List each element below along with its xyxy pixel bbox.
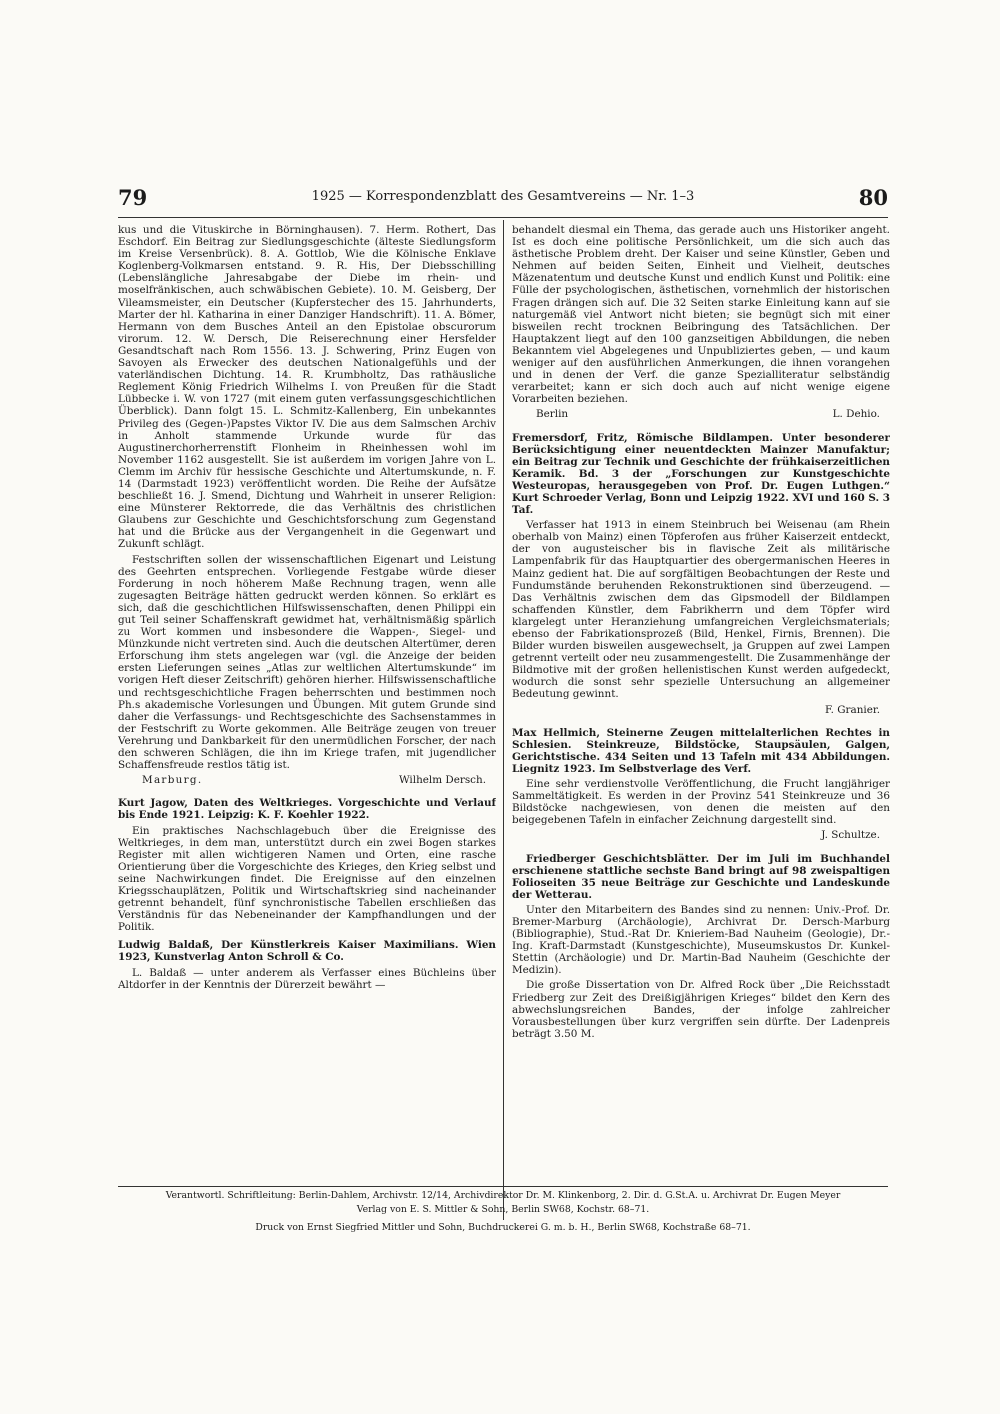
page-header xyxy=(118,185,888,215)
review-entry xyxy=(512,727,890,845)
paragraph: kus und die Vituskirche in Börninghausen). 7. Herm. Rothert, Das Eschdorf. Ein Beitrag zur Siedlungsgeschichte (älteste Siedlungsform im Kreise Versenbrück). 8. A. Gottlob, Wie die Kölnische Enklave Koglenberg-Volkmarsen entstand. 9. R. His, Der Diebsschilling (Lebenslängliche Jahresabgabe der Diebe im rhein- und moselfränkischen, auch schwäbischen Gebiete). 10. M. Geisberg, Der Vileamsmeister, ein Deutscher (Kupferstecher des 15. Jahrhunderts, Marter der hl. Katharina in einer Danziger Handschrift). 11. A. Bömer, Hermann von dem Busches Anteil an den Epistolae obscurorum virorum. 12. W. Dersch, Die Reiserechnung einer Hersfelder Gesandtschaft nach Rom 1556. 13. J. Schwering, Prinz Eugen von Savoyen als Erwecker des deutschen Nationalgefühls und der vaterländischen Dichtung. 14. R. Krumbholtz, Das rathäusliche Reglement König Friedrich Wilhelms I. von Preußen für die Stadt Lübbecke i. W. von 1727 (mit einem guten verfassungsgeschichtlichen Überblick). Dann folgt 15. L. Schmitz-Kallenberg, Ein unbekanntes Privileg des (Gegen-)Papstes Viktor IV. Die aus dem Salmschen Archiv in Anholt stammende Urkunde wurde für das Augustinerchorherrenstift Flonheim in Rheinhessen wohl im November 1162 ausgestellt. Sie ist außerdem im vorigen Jahre von L. Clemm im Archiv für hessische Geschichte und Altertumskunde, n. F. 14 (Darmstadt 1923) veröffentlicht worden. Die Reihe der Aufsätze beschließt 16. J. Smend, Dichtung und Wahrheit in unserer Religion: eine Münsterer Rektorrede, die das Verhältnis des christlichen Glaubens zur Geschichte und Geschichtsforschung zum Gegenstand hat und die Brücke aus der Vergangenheit in die Gegenwart und Zukunft schlägt. xyxy=(118,224,496,551)
signature-name: Wilhelm Dersch. xyxy=(398,774,486,787)
entry-heading: Fremersdorf, Fritz, Römische Bildlampen. Unter besonderer Berücksichtigung einer neuentdeckten Mainzer Manufaktur; ein Beitrag zur Technik und Geschichte der frühkaiserzeitlichen Keramik. Bd. 3 der „Forschungen zur Kunstgeschichte Westeuropas, herausgegeben von Prof. Dr. Eugen Luthgen.“ Kurt Schroeder Verlag, Bonn und Leipzig 1922. XVI und 160 S. 3 Taf. xyxy=(512,431,890,517)
review-entry xyxy=(118,797,496,933)
paragraph: behandelt diesmal ein Thema, das gerade auch uns Historiker angeht. Ist es doch eine politische Persönlichkeit, um die sich auch das ästhetische Problem dreht. Der Kaiser und seine Künstler, Geben und Nehmen auf beiden Seiten, Einheit und Vielheit, deutsches Mäzenatentum und deutsche Kunst und endlich Kunst und Politik: eine Fülle der psychologischen, ästhetischen, vornehmlich der historischen Fragen drängen sich auf. Die 32 Seiten starke Einleitung kann auf sie naturgemäß viel Antwort nicht bieten; sie begnügt sich mit einer bisweilen recht trocknen Beibringung des Tatsächlichen. Der Hauptakzent liegt auf den 100 ganzseitigen Abbildungen, die neben Bekanntem viel Abgelegenes und Unpubliziertes geben, — und kaum weniger auf den ausführlichen Anmerkungen, die ihnen vorangehen und in denen der Verf. die ganze Spezialliteratur selbständig verarbeitet; kann er sich doch auch auf nicht wenige eigene Vorarbeiten beziehen. xyxy=(512,224,890,406)
review-entry xyxy=(512,853,890,1040)
page-number-left: 79 xyxy=(118,185,148,210)
paragraph: Unter den Mitarbeitern des Bandes sind zu nennen: Univ.-Prof. Dr. Bremer-Marburg (Archäologie), Archivrat Dr. Dersch-Marburg (Bibliographie), Stud.-Rat Dr. Knieriem-Bad Nauheim (Geologie), Dr.-Ing. Kraft-Darmstadt (Kunstgeschichte), Museumskustos Dr. Kunkel-Stettin (Archäologie) und Dr. Martin-Bad Nauheim (Geschichte der Medizin). xyxy=(512,903,890,977)
signature-place: Berlin xyxy=(536,408,569,421)
signature-name: J. Schultze. xyxy=(821,829,880,842)
paragraph: Verfasser hat 1913 in einem Steinbruch bei Weisenau (am Rhein oberhalb von Mainz) einen Töpferofen aus früher Kaiserzeit entdeckt, der von augusteischer bis in flavische Zeit als militärische Lampenfabrik für das Hauptquartier des obergermanischen Heeres in Mainz gedient hat. Die auf sorgfältigen Beobachtungen der Reste und Fundumstände beruhenden Rekonstruktionen sind überzeugend. — Das Verhältnis zwischen dem das Gipsmodell der Bildlampen schaffenden Künstler, dem Fabrikherrn und dem Töpfer wird klargelegt unter Heranziehung umfangreichen Vergleichsmaterials; ebenso der Fabrikationsprozeß (Bild, Henkel, Firnis, Brennen). Die Bilder wurden bisweilen ausgewechselt, ja Gruppen auf zwei Lampen getrennt verteilt oder neu zusammengestellt. Die Zusammenhänge der Bildmotive mit der großen hellenistischen Kunst werden aufgedeckt, wodurch die sonst sehr spezielle Untersuchung an allgemeiner Bedeutung gewinnt. xyxy=(512,519,890,701)
imprint-publisher: Verlag von E. S. Mittler & Sohn, Berlin SW68, Kochstr. 68–71. xyxy=(356,1204,650,1215)
signature xyxy=(512,829,890,844)
paragraph: Die große Dissertation von Dr. Alfred Rock über „Die Reichsstadt Friedberg zur Zeit des Dreißigjährigen Krieges“ bildet den Kern des abwechslungsreichen Bandes, der infolge zahlreicher Vorausbestellungen über kurz vergriffen sein dürfte. Der Ladenpreis beträgt 3.50 M. xyxy=(512,979,890,1040)
signature xyxy=(512,408,890,423)
right-column xyxy=(512,224,890,1184)
paragraph: Eine sehr verdienstvolle Veröffentlichung, die Frucht langjähriger Sammeltätigkeit. Es werden in der Provinz 541 Steinkreuze und 36 Bildstöcke nachgewiesen, von denen die meisten auf den beigegebenen Tafeln in einfacher Zeichnung dargestellt sind. xyxy=(512,778,890,827)
entry-heading: Friedberger Geschichtsblätter. Der im Juli im Buchhandel erschienene stattliche sechste Band bringt auf 98 zweispaltigen Folioseiten 35 neue Beiträge zur Geschichte und Landeskunde der Wetterau. xyxy=(512,852,890,901)
paragraph: L. Baldaß — unter anderem als Verfasser eines Büchleins über Altdorfer in der Kenntnis der Dürerzeit bewährt — xyxy=(118,966,496,991)
signature-name: L. Dehio. xyxy=(832,408,880,421)
review-entry xyxy=(118,939,496,990)
column-divider xyxy=(503,220,504,1220)
paragraph: Ein praktisches Nachschlagebuch über die Ereignisse des Weltkrieges, in dem man, unterstützt durch ein zwei Bogen starkes Register mit allen wichtigeren Namen und Orten, eine rasche Orientierung über die Vorgeschichte des Krieges, den Krieg selbst und seine Nachwirkungen findet. Die Ereignisse auf den einzelnen Kriegsschauplätzen, Politik und Wirtschaftskrieg sind nacheinander getrennt behandelt, fünf synchronistische Tabellen erschließen das Verständnis für das Nebeneinander der Kampfhandlungen und der Politik. xyxy=(118,824,496,934)
running-title: 1925 — Korrespondenzblatt des Gesamtvereins — Nr. 1–3 xyxy=(311,189,695,204)
entry-heading: Max Hellmich, Steinerne Zeugen mittelalterlichen Rechtes in Schlesien. Steinkreuze, Bildstöcke, Staupsäulen, Galgen, Gerichtstische. 434 Seiten und 13 Tafeln mit 434 Abbildungen. Liegnitz 1923. Im Selbstverlage des Verf. xyxy=(512,726,890,775)
imprint-editorial: Verantwortl. Schriftleitung: Berlin-Dahlem, Archivstr. 12/14, Archivdirektor Dr. M. Klinkenborg, 2. Dir. d. G.St.A. u. Archivrat Dr. Eugen Meyer xyxy=(165,1190,841,1201)
entry-heading: Ludwig Baldaß, Der Künstlerkreis Kaiser Maximilians. Wien 1923, Kunstverlag Anton Schroll & Co. xyxy=(118,939,496,964)
imprint-printer: Druck von Ernst Siegfried Mittler und Sohn, Buchdruckerei G. m. b. H., Berlin SW68, Kochstraße 68–71. xyxy=(255,1222,751,1233)
signature xyxy=(512,704,890,719)
page-number-right: 80 xyxy=(858,185,888,210)
footer-rule xyxy=(118,1186,888,1187)
signature-place: Marburg. xyxy=(142,774,203,787)
header-rule xyxy=(118,217,888,218)
entry-heading: Kurt Jagow, Daten des Weltkrieges. Vorgeschichte und Verlauf bis Ende 1921. Leipzig: K. F. Koehler 1922. xyxy=(118,797,496,822)
left-column xyxy=(118,224,496,1184)
signature xyxy=(118,774,496,789)
paragraph: Festschriften sollen der wissenschaftlichen Eigenart und Leistung des Geehrten entsprechen. Vorliegende Festgabe würde dieser Forderung in noch höherem Maße Rechnung tragen, wenn alle zugesagten Beiträge hätten gedruckt werden können. So erklärt es sich, daß die geschichtlichen Hilfswissenschaften, denen Philippi ein gut Teil seiner Schaffenskraft gewidmet hat, verhältnismäßig spärlich zu Wort kommen und insbesondere die Wappen-, Siegel- und Münzkunde nicht vertreten sind. Auch die deutschen Altertümer, deren Erforschung ihm stets angelegen war (vgl. die Anzeige der beiden ersten Lieferungen seines „Atlas zur weltlichen Altertumskunde“ im vorigen Heft dieser Zeitschrift) gehören hierher. Hilfswissenschaftliche und rechtsgeschichtliche Fragen beherrschten und bestimmen noch Ph.s akademische Vorlesungen und Übungen. Mit gutem Grunde sind daher die Verfassungs- und Rechtsgeschichte des Sachsenstammes in der Festschrift zu Worte gekommen. Alle Beiträge zeugen von treuer Verehrung und Dankbarkeit für den unermüdlichen Forscher, der nach den schweren Schlägen, die ihn im Kriege trafen, mit jugendlicher Schaffensfreude restlos tätig ist. xyxy=(118,553,496,772)
review-entry xyxy=(512,432,890,719)
signature-name: F. Granier. xyxy=(825,703,880,716)
